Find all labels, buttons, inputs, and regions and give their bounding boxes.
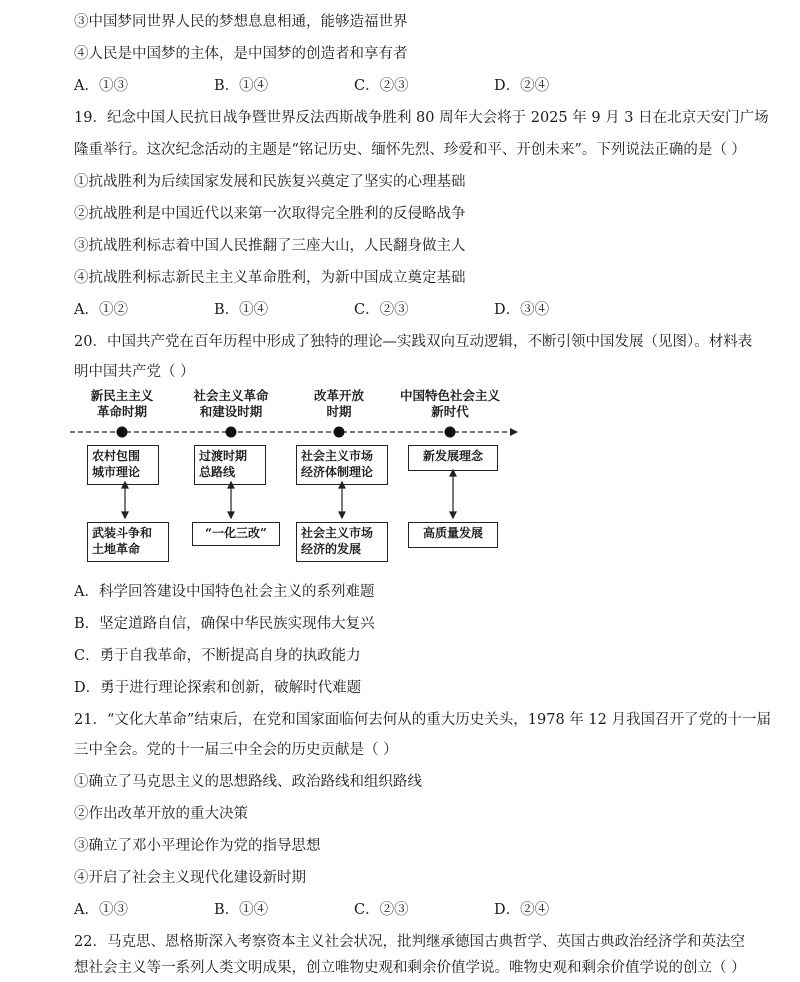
q21-statement-2: ②作出改革开放的重大决策 [74, 806, 248, 822]
q19-option-c: C．②③ [354, 302, 409, 318]
q19-options [74, 300, 714, 320]
period-dot-1 [117, 427, 128, 438]
theory-box-1: 农村包围 城市理论 [87, 445, 159, 485]
q21-option-c: C．②③ [354, 902, 409, 918]
q19-statement-1: ①抗战胜利为后续国家发展和民族复兴奠定了坚实的心理基础 [74, 174, 466, 190]
period-label-1: 新民主主义 革命时期 [90, 388, 154, 419]
period-dot-2 [226, 427, 237, 438]
q19-option-a: A．①② [74, 302, 128, 318]
q21-statement-4: ④开启了社会主义现代化建设新时期 [74, 870, 306, 886]
q19-statement-4: ④抗战胜利标志新民主主义革命胜利，为新中国成立奠定基础 [74, 270, 466, 286]
link-arrow-4-down [450, 512, 456, 518]
q18-option-a: A．①③ [74, 78, 128, 94]
period-dot-4 [445, 427, 456, 438]
q20-stem-line-1: 20．中国共产党在百年历程中形成了独特的理论—实践双向互动逻辑，不断引领中国发展（见图）。材料表 [74, 334, 753, 350]
practice-box-1: 武装斗争和 土地革命 [87, 522, 169, 562]
period-label-3: 改革开放 时期 [313, 388, 364, 419]
q18-option-d: D．②④ [494, 78, 550, 94]
period-dot-3 [334, 427, 345, 438]
period-label-2: 社会主义革命 和建设时期 [193, 388, 269, 419]
q21-statement-1: ①确立了马克思主义的思想路线、政治路线和组织路线 [74, 774, 422, 790]
q22-stem-line-2: 想社会主义等一系列人类文明成果，创立唯物史观和剩余价值学说。唯物史观和剩余价值学说的创立（ ） [74, 960, 746, 976]
theory-box-4: 新发展理念 [408, 445, 498, 471]
q21-stem-line-2: 三中全会。党的十一届三中全会的历史贡献是（ ） [74, 742, 398, 758]
q21-option-d: D．②④ [494, 902, 550, 918]
timeline-arrowhead [510, 428, 518, 436]
q21-option-b: B．①④ [214, 902, 269, 918]
period-label-4: 中国特色社会主义 新时代 [399, 388, 500, 419]
q19-stem-line-2: 隆重举行。这次纪念活动的主题是“铭记历史、缅怀先烈、珍爱和平、开创未来”。下列说法正确的是（ ） [74, 142, 746, 158]
link-arrow-1-down [122, 512, 128, 518]
practice-box-4: 高质量发展 [408, 522, 498, 548]
q19-option-b: B．①④ [214, 302, 269, 318]
q19-statement-3: ③抗战胜利标志着中国人民推翻了三座大山，人民翻身做主人 [74, 238, 466, 254]
theory-box-2: 过渡时期 总路线 [194, 445, 266, 485]
q21-options [74, 900, 714, 920]
q18-options [74, 76, 714, 96]
q19-stem-line-1: 19．纪念中国人民抗日战争暨世界反法西斯战争胜利 80 周年大会将于 2025 年 9 月 3 日在北京天安门广场 [74, 110, 769, 126]
practice-box-2: “一化三改” [192, 522, 280, 546]
q20-stem-line-2: 明中国共产党（ ） [74, 364, 195, 380]
q18-option-b: B．①④ [214, 78, 269, 94]
q20-option-d: D．勇于进行理论探索和创新，破解时代难题 [74, 680, 362, 696]
q18-statement-4: ④人民是中国梦的主体，是中国梦的创造者和享有者 [74, 46, 408, 62]
q21-stem-line-1: 21．“文化大革命”结束后，在党和国家面临何去何从的重大历史关头，1978 年 12 月我国召开了党的十一届 [74, 712, 771, 728]
q21-option-a: A．①③ [74, 902, 128, 918]
practice-box-3: 社会主义市场 经济的发展 [296, 522, 388, 562]
q20-option-a: A．科学回答建设中国特色社会主义的系列难题 [74, 584, 375, 600]
q22-stem-line-1: 22．马克思、恩格斯深入考察资本主义社会状况，批判继承德国古典哲学、英国古典政治经济学和英法空 [74, 934, 745, 950]
theory-box-3: 社会主义市场 经济体制理论 [296, 445, 388, 485]
link-arrow-2-down [228, 512, 234, 518]
theory-practice-diagram [60, 388, 540, 574]
q18-statement-3: ③中国梦同世界人民的梦想息息相通，能够造福世界 [74, 14, 408, 30]
q19-statement-2: ②抗战胜利是中国近代以来第一次取得完全胜利的反侵略战争 [74, 206, 466, 222]
q18-option-c: C．②③ [354, 78, 409, 94]
q20-option-c: C．勇于自我革命，不断提高自身的执政能力 [74, 648, 361, 664]
q19-option-d: D．③④ [494, 302, 550, 318]
q20-option-b: B．坚定道路自信，确保中华民族实现伟大复兴 [74, 616, 375, 632]
link-arrow-3-down [339, 512, 345, 518]
q21-statement-3: ③确立了邓小平理论作为党的指导思想 [74, 838, 321, 854]
